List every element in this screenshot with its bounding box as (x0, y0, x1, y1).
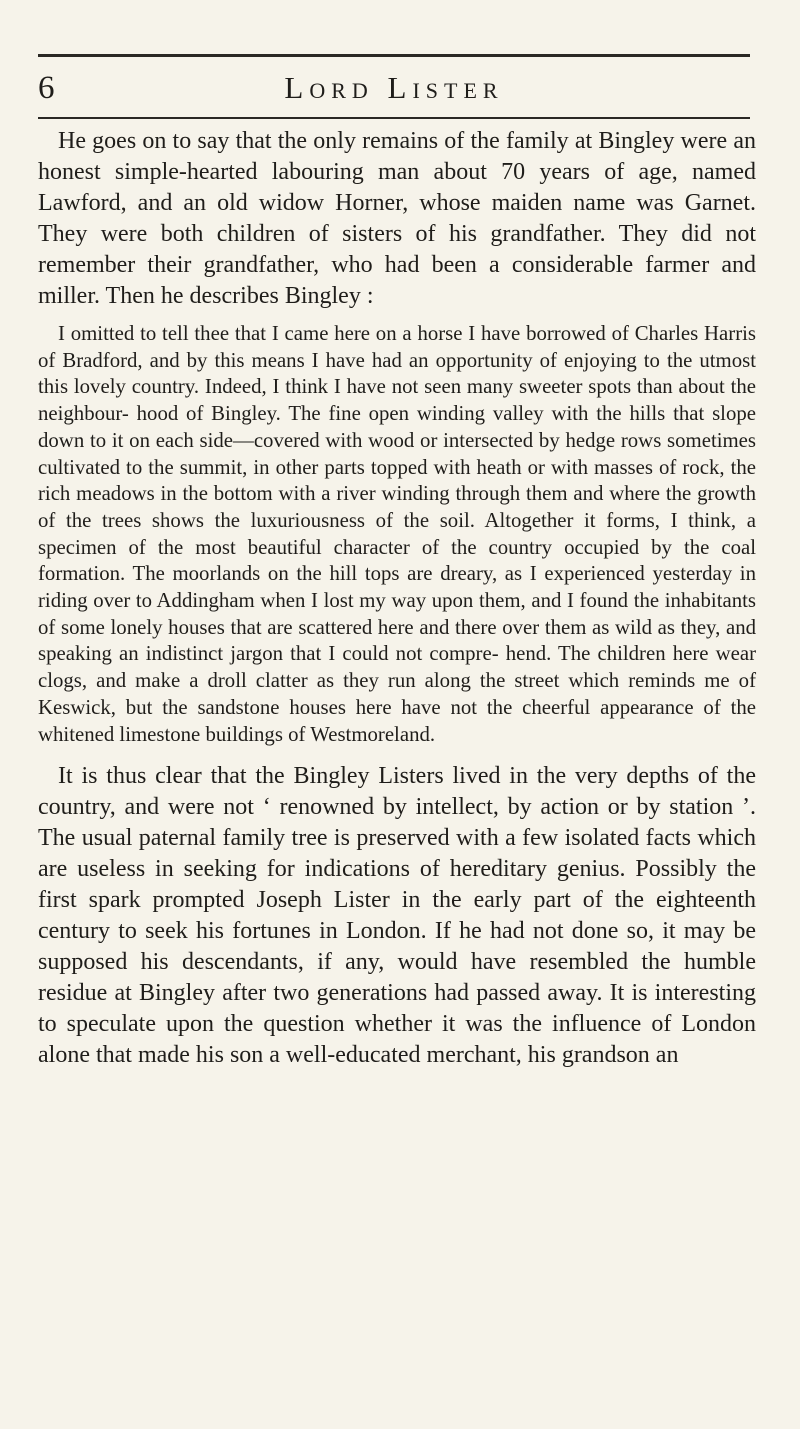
paragraph-commentary: It is thus clear that the Bingley Listers lived in the very depths of the country, and were not ‘ renowned by intellect, by action or by station ’. The usual paternal family tree is preserved with a few isolated facts which are useless in seeking for indications of hereditary genius. Possibly the first spark prompted Joseph Lister in the early part of the eighteenth century to seek his fortunes in London. If he had not done so, it may be supposed his descendants, if any, would have resembled the humble residue at Bingley after two generations had passed away. It is interesting to speculate upon the question whether it was the influence of London alone that made his son a well-educated merchant, his grandson an (38, 763, 756, 1069)
header-rule-top (38, 54, 750, 57)
paragraph-intro: He goes on to say that the only remains of the family at Bingley were an honest simple-hearted labouring man about 70 years of age, named Lawford, and an old widow Horner, whose maiden name was Garnet. They were both children of sisters of his grandfather. They did not remember their grandfather, who had been a considerable farmer and miller. Then he describes Bingley : (38, 128, 756, 309)
running-title: Lord Lister (284, 70, 504, 105)
body-text (38, 126, 756, 1071)
quoted-letter-paragraph: I omitted to tell thee that I came here on a horse I have borrowed of Charles Harris of Bradford, and by this means I have had an opportunity of enjoying to the utmost this lovely country. Indeed, I think I have not seen many sweeter spots than about the neighbour- hood of Bingley. The fine open winding valley with the hills that slope down to it on each side—covered with wood or intersected by hedge rows sometimes cultivated to the summit, in other parts topped with heath or with masses of rock, the rich meadows in the bottom with a river winding through them and where the growth of the trees shows the luxuriousness of the soil. Altogether it forms, I think, a specimen of the most beautiful character of the country occupied by the coal formation. The moorlands on the hill tops are dreary, as I experienced yesterday in riding over to Addingham when I lost my way upon them, and I found the inhabitants of some lonely houses that are scattered here and there over them as wild as they, and speaking an indistinct jargon that I could not compre- hend. The children here wear clogs, and make a droll clatter as they run along the street which reminds me of Keswick, but the sandstone houses here have not the cheerful appearance of the whitened limestone buildings of Westmoreland. (38, 322, 756, 746)
header-rule-bottom (38, 117, 750, 119)
page-number: 6 (38, 70, 55, 106)
running-head (38, 66, 750, 110)
